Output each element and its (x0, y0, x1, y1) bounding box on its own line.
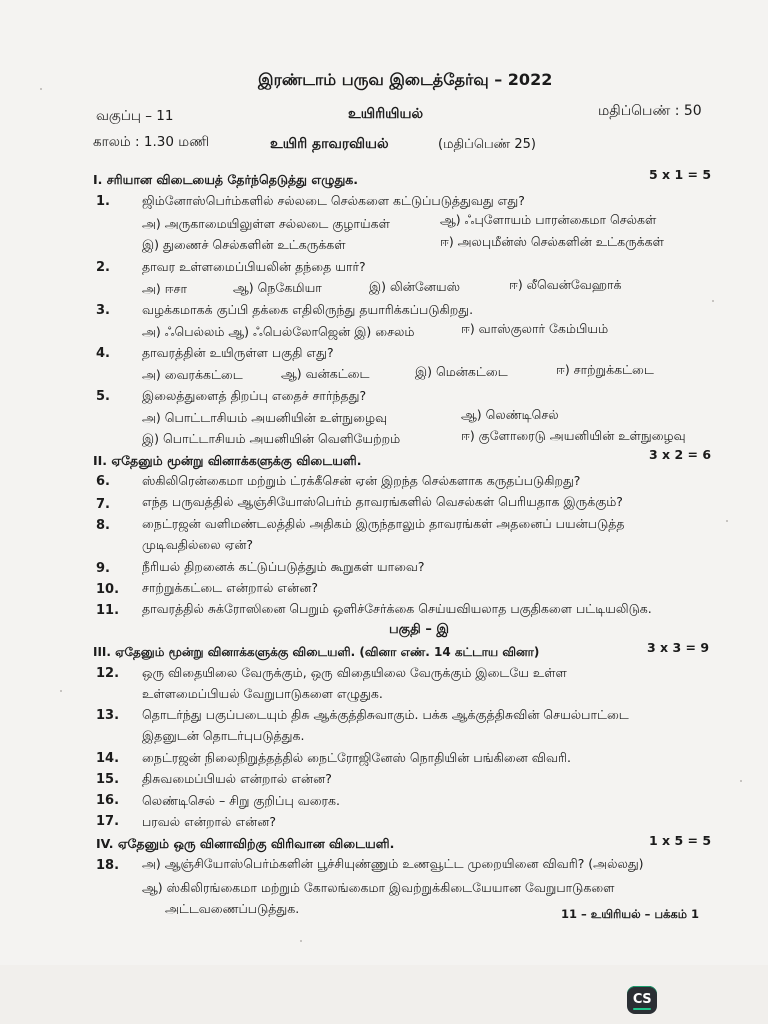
question-text: எந்த பருவத்தில் ஆஞ்சியோஸ்பெர்ம் தாவரங்களில் வெசல்கள் பெரியதாக இருக்கும்? (142, 494, 623, 509)
question-text: தாவரத்தின் உயிருள்ள பகுதி எது? (142, 345, 334, 360)
option-d: ஈ) வாஸ்குலார் கேம்பியம் (461, 321, 609, 336)
part4-heading: IV. ஏதேனும் ஒரு வினாவிற்கு விரிவான விடையளி. (96, 836, 395, 851)
app-badge-label: CS (632, 992, 652, 1007)
option-a: அ) அருகாமையிலுள்ள சல்லடை குழாய்கள் (142, 216, 390, 231)
question-text: தொடர்ந்து பகுப்படையும் திசு ஆக்குத்திசுவாகும். பக்க ஆக்குத்திசுவின் செயல்பாட்டை (142, 707, 629, 722)
question-number: 16. (96, 793, 120, 808)
part2-heading: II. ஏதேனும் மூன்று வினாக்களுக்கு விடையளி. (93, 453, 362, 468)
part4-marks: 1 x 5 = 5 (649, 833, 712, 848)
question-text-cont: உள்ளமைப்பியல் வேறுபாடுகளை எழுதுக. (142, 686, 383, 701)
question-number: 9. (96, 561, 110, 576)
question-text-cont: ஆ) ஸ்கிலிரங்கைமா மற்றும் கோலங்கைமா இவற்றுக்கிடையேயான வேறுபாடுகளை (142, 880, 615, 895)
badge-accent-bar (633, 1008, 651, 1010)
section-subject: உயிரி தாவரவியல் (270, 136, 389, 152)
question-text: தாவர உள்ளமைப்பியலின் தந்தை யார்? (142, 259, 366, 274)
question-text-cont: முடிவதில்லை ஏன்? (142, 537, 254, 552)
question-text: வழக்கமாகக் குப்பி தக்கை எதிலிருந்து தயாரிக்கப்படுகிறது. (142, 302, 474, 317)
part2-marks: 3 x 2 = 6 (649, 447, 712, 462)
question-number: 3. (96, 303, 110, 318)
option-d: ஈ) சாற்றுக்கட்டை (556, 362, 654, 377)
question-text: ஒரு விதையிலை வேருக்கும், ஒரு விதையிலை வேருக்கும் இடையே உள்ள (142, 665, 567, 680)
question-text-cont: இதனுடன் தொடர்புபடுத்துக. (142, 728, 305, 743)
option-c: இ) லின்னேயஸ் (369, 279, 461, 294)
page-footer: 11 – உயிரியல் – பக்கம் 1 (561, 907, 699, 921)
option-b: ஆ) லெண்டிசெல் (461, 407, 559, 422)
paper-speck (712, 300, 714, 302)
app-badge-icon[interactable] (627, 986, 657, 1014)
question-number: 7. (96, 497, 110, 512)
question-number: 11. (96, 603, 120, 618)
question-number: 12. (96, 666, 120, 681)
question-number: 5. (96, 389, 110, 404)
option-a: அ) பொட்டாசியம் அயனியின் உள்நுழைவு (142, 410, 388, 425)
part1-marks: 5 x 1 = 5 (649, 167, 712, 182)
option-a: அ) ஈசா (142, 281, 188, 296)
question-text: திசுவமைப்பியல் என்றால் என்ன? (142, 771, 332, 786)
part1-heading: I. சரியான விடையைத் தேர்ந்தெடுத்து எழுதுக. (93, 172, 359, 187)
paper-speck (60, 690, 62, 692)
option-c: இ) பொட்டாசியம் அயனியின் வெளியேற்றம் (142, 431, 401, 446)
class-label: வகுப்பு – 11 (96, 108, 174, 124)
question-text-cont: அட்டவணைப்படுத்துக. (165, 901, 300, 916)
question-number: 4. (96, 346, 110, 361)
question-text: சாற்றுக்கட்டை என்றால் என்ன? (142, 580, 318, 595)
question-number: 13. (96, 708, 120, 723)
option-c: இ) மென்கட்டை (415, 364, 508, 379)
question-text: அ) ஆஞ்சியோஸ்பெர்ம்களின் பூச்சியுண்ணும் உணவூட்ட முறையினை விவரி? (அல்லது) (142, 856, 644, 871)
question-number: 6. (96, 474, 110, 489)
part3-heading: III. ஏதேனும் மூன்று வினாக்களுக்கு விடையளி. (வினா எண். 14 கட்டாய வினா) (93, 645, 540, 659)
time-label: காலம் : 1.30 மணி (93, 134, 210, 150)
option-b: ஆ) வன்கட்டை (281, 366, 370, 381)
question-text: ஸ்கிலிரென்கைமா மற்றும் ட்ரக்கீசென் ஏன் இறந்த செல்களாக கருதப்படுகிறது? (142, 473, 581, 488)
paper-speck (740, 780, 742, 782)
question-text: தாவரத்தில் சுக்ரோஸினை பெறும் ஒளிச்சேர்க்கை செய்யவியலாத பகுதிகளை பட்டியலிடுக. (142, 601, 652, 616)
question-number: 10. (96, 582, 120, 597)
option-d: ஈ) குளோரைடு அயனியின் உள்நுழைவு (461, 428, 686, 443)
paper-speck (300, 940, 302, 942)
paper-speck (40, 88, 42, 90)
question-number: 15. (96, 772, 120, 787)
exam-title: இரண்டாம் பருவ இடைத்தேர்வு – 2022 (258, 70, 553, 89)
part3-marks: 3 x 3 = 9 (647, 640, 710, 655)
question-text: நீரியல் திறனைக் கட்டுப்படுத்தும் கூறுகள் யாவை? (142, 559, 425, 574)
option-d: ஈ) லீவென்வேஹாக் (509, 277, 622, 292)
option-a: அ) வைரக்கட்டை (142, 367, 243, 382)
question-text: நைட்ரஜன் நிலைநிறுத்தத்தில் நைட்ரோஜினேஸ் நொதியின் பங்கினை விவரி. (142, 750, 571, 765)
question-number: 1. (96, 194, 110, 209)
part-b-label: பகுதி – இ (389, 622, 449, 637)
option-abc: அ) ஃபெல்லம் ஆ) ஃபெல்லோஜென் இ) சைலம் (142, 324, 415, 339)
question-number: 14. (96, 751, 120, 766)
question-number: 2. (96, 260, 110, 275)
max-marks-label: மதிப்பெண் : 50 (598, 103, 702, 119)
question-number: 8. (96, 518, 110, 533)
question-text: இலைத்துளைத் திறப்பு எதைச் சார்ந்தது? (142, 388, 367, 403)
option-b: ஆ) நெகேமியா (233, 280, 322, 295)
option-c: இ) துணைச் செல்களின் உட்கருக்கள் (142, 237, 346, 252)
question-text: ஜிம்னோஸ்பெர்ம்களில் சல்லடை செல்களை கட்டுப்படுத்துவது எது? (142, 193, 525, 208)
question-text: நைட்ரஜன் வளிமண்டலத்தில் அதிகம் இருந்தாலும் தாவரங்கள் அதனைப் பயன்படுத்த (142, 516, 625, 531)
option-b: ஆ) ஃபுளோயம் பாரன்கைமா செல்கள் (440, 212, 657, 227)
question-number: 17. (96, 814, 120, 829)
subject-label: உயிரியியல் (348, 106, 424, 122)
option-d: ஈ) அலபுமீன்ஸ் செல்களின் உட்கருக்கள் (440, 234, 664, 249)
question-text: பரவல் என்றால் என்ன? (142, 814, 276, 829)
question-number: 18. (96, 858, 120, 873)
paper-speck (726, 520, 728, 522)
section-marks: (மதிப்பெண் 25) (438, 137, 536, 152)
question-text: லெண்டிசெல் – சிறு குறிப்பு வரைக. (142, 793, 340, 808)
